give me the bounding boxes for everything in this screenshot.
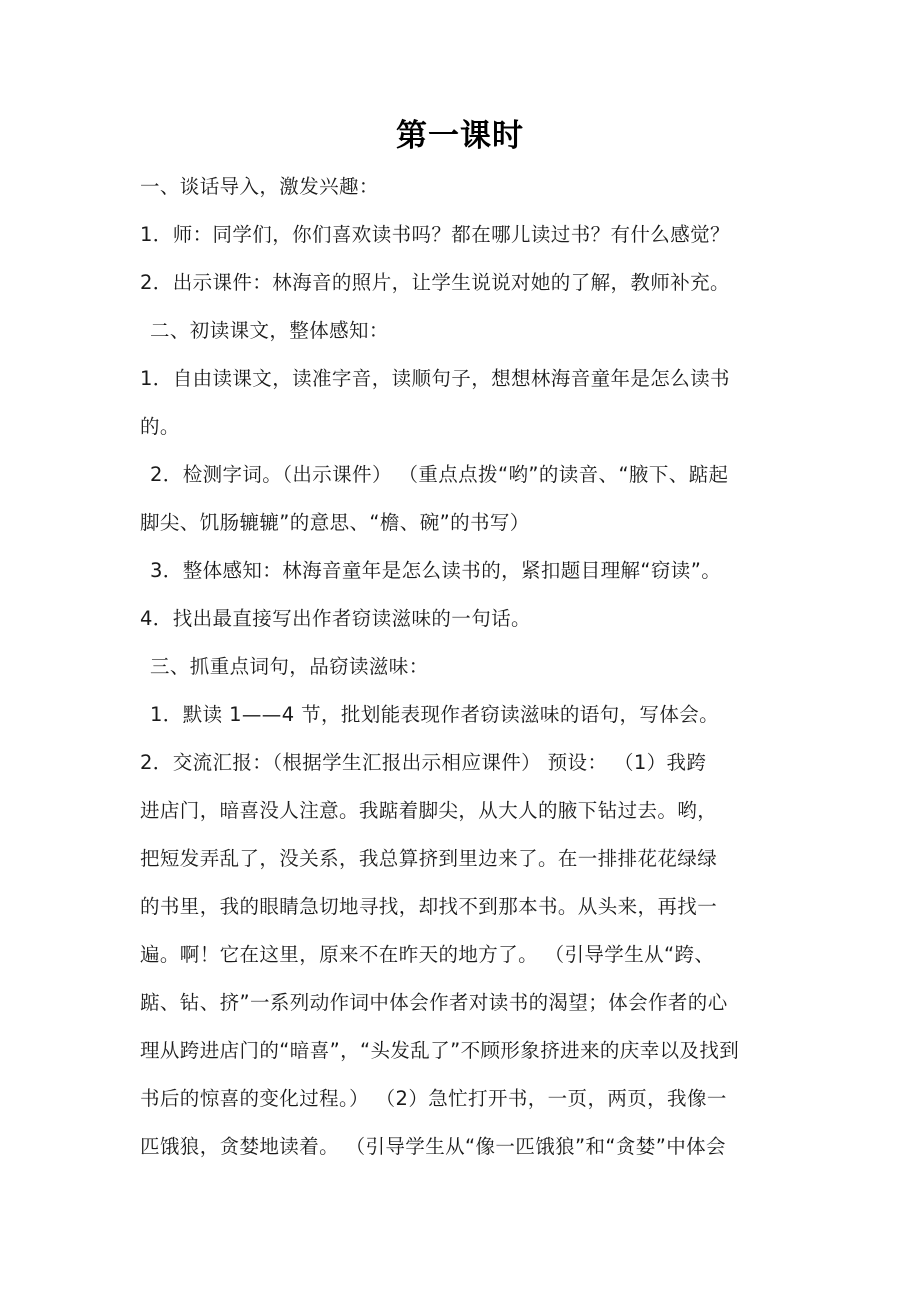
section-heading-first-reading: 二、初读课文，整体感知： xyxy=(150,319,389,342)
paragraph-line: 遍。啊！它在这里，原来不在昨天的地方了。 （引导学生从“跨、 xyxy=(140,943,715,966)
paragraph-line: 的。 xyxy=(140,415,180,438)
paragraph-line: 进店门，暗喜没人注意。我踮着脚尖，从大人的腋下钻过去。哟， xyxy=(140,799,718,822)
paragraph-line: 理从跨进店门的“暗喜”，“头发乱了”不顾形象挤进来的庆幸以及找到 xyxy=(140,1039,740,1062)
paragraph-line: 匹饿狼，贪婪地读着。 （引导学生从“像一匹饿狼”和“贪婪”中体会 xyxy=(140,1135,726,1158)
section-heading-intro: 一、谈话导入，激发兴趣： xyxy=(140,175,379,198)
paragraph-line: 的书里，我的眼睛急切地寻找，却找不到那本书。从头来，再找一 xyxy=(140,895,718,918)
paragraph-line: 4．找出最直接写出作者窃读滋味的一句话。 xyxy=(140,607,531,630)
section-heading-key-sentences: 三、抓重点词句，品窃读滋味： xyxy=(150,655,429,678)
paragraph-line: 书后的惊喜的变化过程。） （2）急忙打开书，一页，两页，我像一 xyxy=(140,1087,727,1110)
lesson-title: 第一课时 xyxy=(396,118,524,154)
lesson-body xyxy=(140,163,790,1171)
paragraph-line: 1．自由读课文，读准字音，读顺句子，想想林海音童年是怎么读书 xyxy=(140,367,730,390)
paragraph-line: 3．整体感知：林海音童年是怎么读书的，紧扣题目理解“窃读”。 xyxy=(150,559,722,582)
paragraph-line: 踮、钻、挤”一系列动作词中体会作者对读书的渴望；体会作者的心 xyxy=(140,991,728,1014)
paragraph-line: 脚尖、饥肠辘辘”的意思、“檐、碗”的书写） xyxy=(140,511,530,534)
paragraph-line: 2．检测字词。（出示课件） （重点点拨“哟”的读音、“腋下、踮起 xyxy=(150,463,729,486)
paragraph-line: 把短发弄乱了，没关系，我总算挤到里边来了。在一排排花花绿绿 xyxy=(140,847,718,870)
paragraph-line: 2．出示课件：林海音的照片，让学生说说对她的了解，教师补充。 xyxy=(140,271,730,294)
paragraph-line: 1．师：同学们，你们喜欢读书吗？都在哪儿读过书？有什么感觉？ xyxy=(140,223,730,246)
paragraph-line: 2．交流汇报：（根据学生汇报出示相应课件） 预设： （1）我跨 xyxy=(140,751,707,774)
paragraph-line: 1．默读 1——4 节，批划能表现作者窃读滋味的语句，写体会。 xyxy=(150,703,720,726)
